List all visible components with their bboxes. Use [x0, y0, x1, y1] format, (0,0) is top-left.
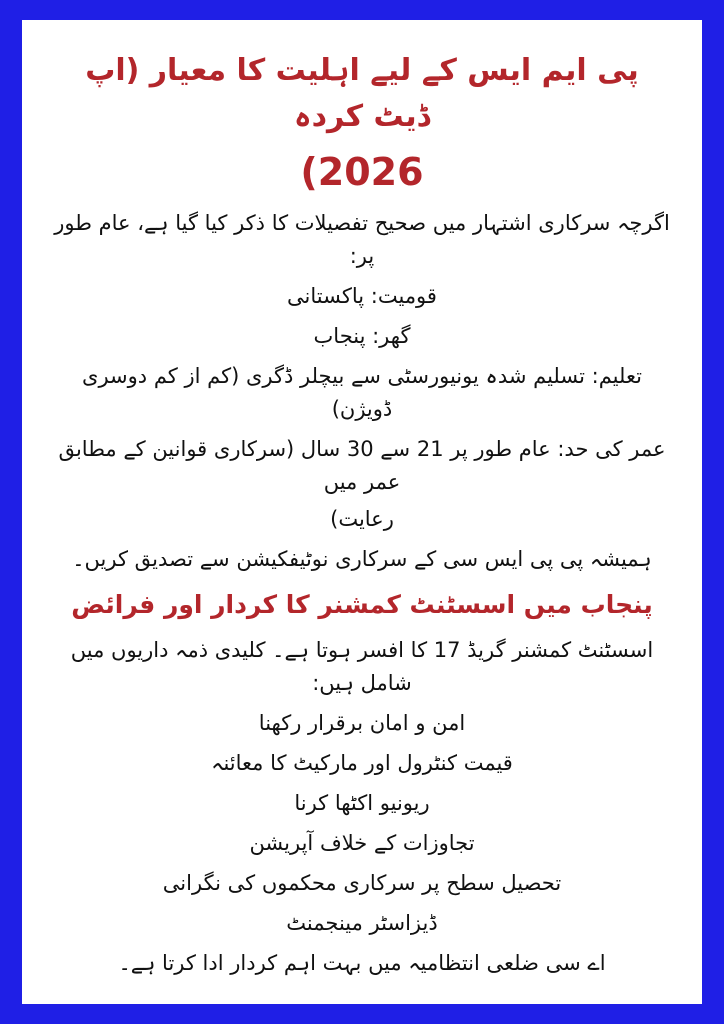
education-text: تعلیم: تسلیم شدہ یونیورسٹی سے بیچلر ڈگری (کم از کم دوسری ڈویژن) [82, 364, 642, 421]
page-title: پی ایم ایس کے لیے اہلیت کا معیار (اپ ڈیٹ کردہ [85, 53, 639, 134]
closing-text: اے سی ضلعی انتظامیہ میں بہت اہم کردار ادا کرتا ہے۔ [118, 951, 606, 975]
domicile-text: گھر: پنجاب [313, 324, 411, 348]
document-page [22, 20, 702, 1004]
duty-item: ریونیو اکٹھا کرنا [294, 791, 430, 815]
page-title-year: 2026) [300, 150, 424, 194]
nationality-text: قومیت: پاکستانی [287, 284, 437, 308]
section-heading: پنجاب میں اسسٹنٹ کمشنر کا کردار اور فرائض [71, 590, 653, 619]
duty-item: تجاوزات کے خلاف آپریشن [249, 831, 475, 855]
age-limit-text-cont: رعایت) [330, 507, 394, 531]
verify-note: ہمیشہ پی پی ایس سی کے سرکاری نوٹیفکیشن سے تصدیق کریں۔ [72, 547, 652, 571]
duty-item: ڈیزاسٹر مینجمنٹ [286, 911, 438, 935]
duty-item: قیمت کنٹرول اور مارکیٹ کا معائنہ [211, 751, 513, 775]
age-limit-text: عمر کی حد: عام طور پر 21 سے 30 سال (سرکاری قوانین کے مطابق عمر میں [58, 437, 666, 494]
duty-item: تحصیل سطح پر سرکاری محکموں کی نگرانی [162, 871, 562, 895]
duty-item: امن و امان برقرار رکھنا [258, 711, 466, 735]
section-intro: اسسٹنٹ کمشنر گریڈ 17 کا افسر ہوتا ہے۔ کلیدی ذمہ داریوں میں شامل ہیں: [70, 638, 654, 695]
intro-text: اگرچہ سرکاری اشتہار میں صحیح تفصیلات کا ذکر کیا گیا ہے، عام طور پر: [54, 211, 670, 268]
